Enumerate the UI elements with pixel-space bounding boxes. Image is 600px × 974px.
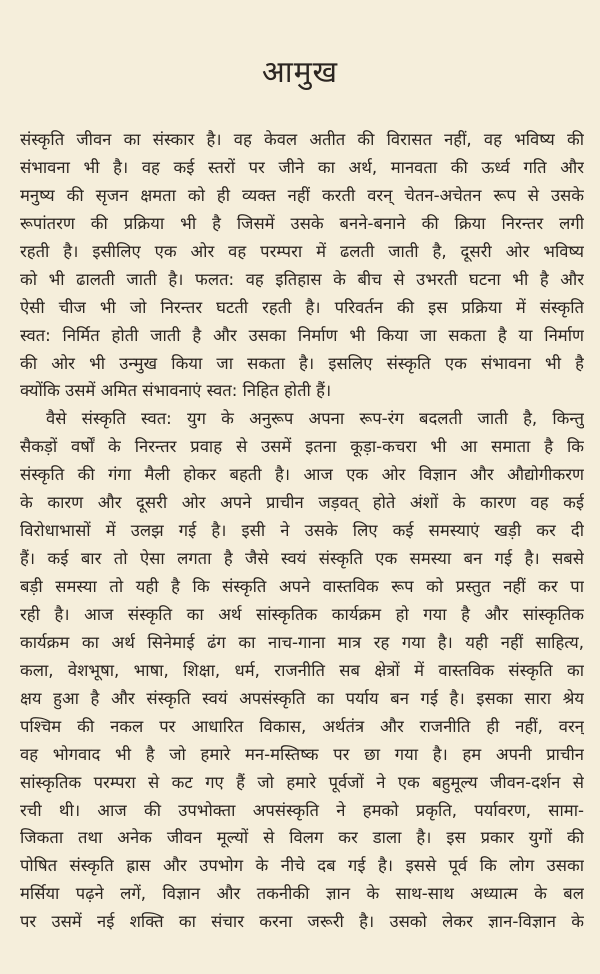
- document-body: [20, 126, 584, 936]
- text-line: पर उसमें नई शक्ति का संचार करना जरूरी है। उसको लेकर ज्ञान-विज्ञान के: [20, 912, 584, 932]
- text-line: विरोधाभासों में उलझ गई है। इसी ने उसके लिए कई समस्याएं खड़ी कर दी: [20, 521, 584, 541]
- text-line: रची थी। आज की उपभोक्ता अपसंस्कृति ने हमको प्रकृति, पर्यावरण, सामा-: [20, 800, 584, 820]
- text-line: रहती है। इसीलिए एक ओर वह परम्परा में ढलती जाती है, दूसरी ओर भविष्य: [20, 241, 584, 261]
- text-line: संभावना भी है। वह कई स्तरों पर जीने का अर्थ, मानवता की ऊर्ध्व गति और: [20, 157, 584, 177]
- text-line: की ओर भी उन्मुख किया जा सकता है। इसलिए संस्कृति एक संभावना भी है: [20, 353, 584, 373]
- text-line: मर्सिया पढ़ने लगें, विज्ञान और तकनीकी ज्ञान के साथ-साथ अध्यात्म के बल: [20, 884, 584, 904]
- text-line: के कारण और दूसरी ओर अपने प्राचीन जड़वत् होते अंशों के कारण वह कई: [20, 493, 584, 513]
- text-line: स्वत: निर्मित होती जाती है और उसका निर्माण भी किया जा सकता है या निर्माण: [20, 325, 584, 345]
- text-line: कला, वेशभूषा, भाषा, शिक्षा, धर्म, राजनीति सब क्षेत्रों में वास्तविक संस्कृति का: [20, 660, 584, 680]
- text-line: बड़ी समस्या तो यही है कि संस्कृति अपने वास्तविक रूप को प्रस्तुत नहीं कर पा: [20, 577, 584, 596]
- text-line: सैकड़ों वर्षों के निरन्तर प्रवाह से उसमें इतना कूड़ा-कचरा भी आ समाता है कि: [20, 437, 584, 457]
- text-line: रूपांतरण की प्रक्रिया भी है जिसमें उसके बनने-बनाने की क्रिया निरन्तर लगी: [20, 213, 584, 233]
- text-line: पश्चिम की नकल पर आधारित विकास, अर्थतंत्र और राजनीति ही नहीं, वरन्: [20, 716, 584, 736]
- text-line: संस्कृति की गंगा मैली होकर बहती है। आज एक ओर विज्ञान और औद्योगीकरण: [20, 465, 584, 485]
- text-line: क्योंकि उसमें अमित संभावनाएं स्वत: निहित होती हैं।: [20, 381, 332, 401]
- text-line: पोषित संस्कृति ह्रास और उपभोग के नीचे दब गई है। इससे पूर्व कि लोग उसका: [20, 856, 584, 876]
- paragraph-1: [20, 126, 584, 405]
- text-line: मनुष्य की सृजन क्षमता को ही व्यक्त नहीं करती वरन् चेतन-अचेतन रूप से उसके: [20, 185, 584, 205]
- text-line: को भी ढालती जाती है। फलत: वह इतिहास के बीच से उभरती घटना भी है और: [20, 269, 584, 289]
- text-line: कार्यक्रम का अर्थ सिनेमाई ढंग का नाच-गाना मात्र रह गया है। यही नहीं साहित्य,: [20, 632, 584, 652]
- paragraph-2: [20, 405, 584, 936]
- page-title: आमुख: [261, 55, 339, 90]
- text-line: हैं। कई बार तो ऐसा लगता है जैसे स्वयं संस्कृति एक समस्या बन गई है। सबसे: [20, 549, 584, 569]
- text-line: सांस्कृतिक परम्परा से कट गए हैं जो हमारे पूर्वजों ने एक बहुमूल्य जीवन-दर्शन से: [20, 772, 584, 792]
- text-line: क्षय हुआ है और संस्कृति स्वयं अपसंस्कृति का पर्याय बन गई है। इसका सारा श्रेय: [20, 688, 584, 708]
- text-line: संस्कृति जीवन का संस्कार है। वह केवल अतीत की विरासत नहीं, वह भविष्य की: [20, 130, 584, 149]
- text-line: रही है। आज संस्कृति का अर्थ सांस्कृतिक कार्यक्रम हो गया है और सांस्कृतिक: [20, 604, 584, 624]
- text-line: जिकता तथा अनेक जीवन मूल्यों से विलग कर डाला है। इस प्रकार युगों की: [20, 828, 584, 848]
- text-line: वह भोगवाद भी है जो हमारे मन-मस्तिष्क पर छा गया है। हम अपनी प्राचीन: [20, 744, 584, 764]
- text-line: ऐसी चीज भी जो निरन्तर घटती रहती है। परिवर्तन की इस प्रक्रिया में संस्कृति: [20, 297, 584, 317]
- text-line: वैसे संस्कृति स्वत: युग के अनुरूप अपना रूप-रंग बदलती जाती है, किन्तु: [46, 409, 584, 429]
